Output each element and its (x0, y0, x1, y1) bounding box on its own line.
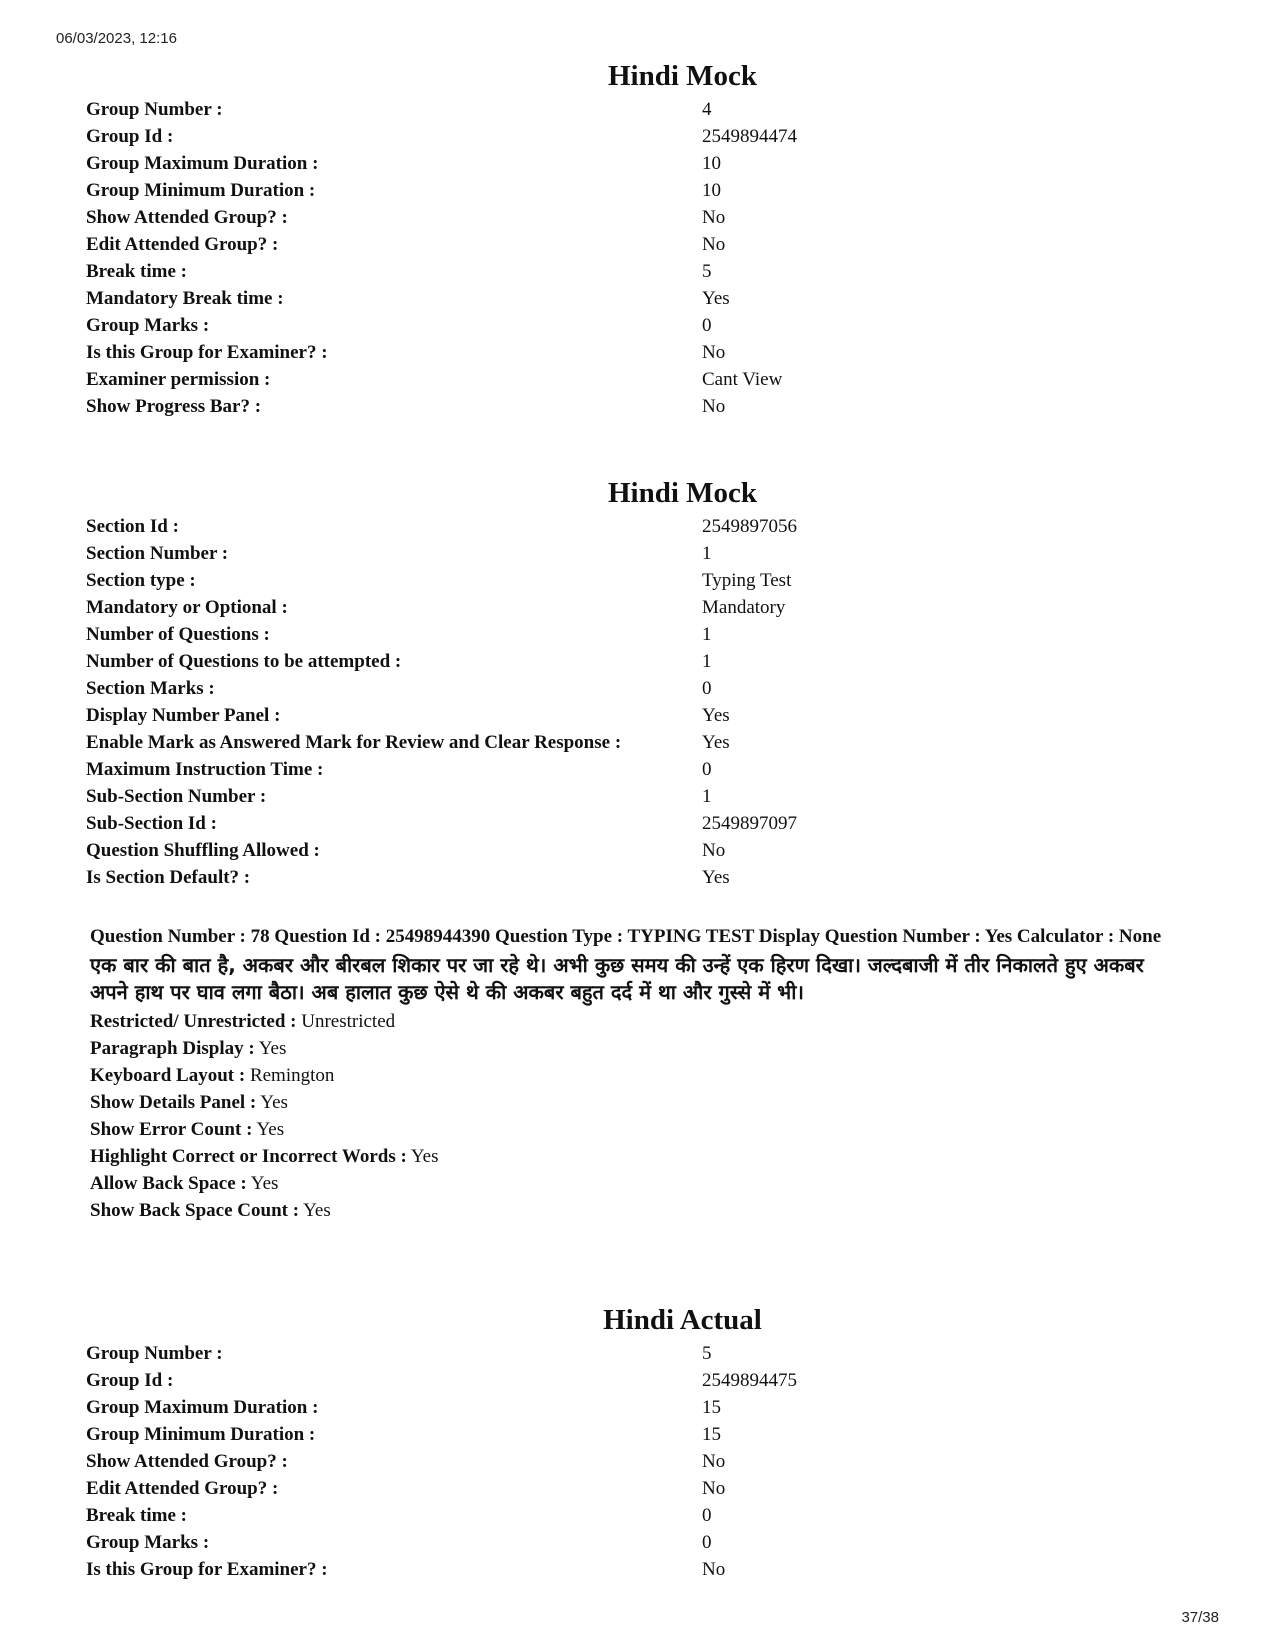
detail-label: Group Marks : (86, 315, 210, 336)
detail-value: Yes (702, 732, 730, 753)
detail-value: 15 (702, 1397, 721, 1418)
property-value: Unrestricted (301, 1011, 396, 1032)
question-property-row (90, 1035, 1180, 1062)
detail-row (0, 1421, 1275, 1448)
detail-label: Is Section Default? : (86, 867, 251, 888)
detail-label: Group Minimum Duration : (86, 1424, 316, 1445)
detail-value: Yes (702, 705, 730, 726)
detail-row (0, 1502, 1275, 1529)
detail-value: 0 (702, 1532, 712, 1553)
detail-value: No (702, 1451, 726, 1472)
detail-value: 1 (702, 651, 712, 672)
detail-label: Section Number : (86, 543, 229, 564)
group-hindi-mock (0, 56, 1275, 420)
detail-row (0, 513, 1275, 540)
question-properties (90, 1008, 1180, 1224)
detail-label: Maximum Instruction Time : (86, 759, 324, 780)
detail-value: 10 (702, 180, 721, 201)
property-value: Yes (410, 1146, 439, 1167)
group-details-list (0, 1340, 1275, 1583)
detail-row (0, 204, 1275, 231)
detail-label: Number of Questions : (86, 624, 270, 645)
detail-row (0, 1475, 1275, 1502)
property-value: Remington (249, 1065, 335, 1086)
detail-value: No (702, 342, 726, 363)
detail-label: Group Number : (86, 1343, 223, 1364)
detail-row (0, 1529, 1275, 1556)
detail-label: Edit Attended Group? : (86, 1478, 279, 1499)
detail-value: 2549894475 (702, 1370, 797, 1391)
detail-value: 10 (702, 153, 721, 174)
detail-value: 1 (702, 786, 712, 807)
property-value: Yes (260, 1092, 288, 1113)
question-property-row (90, 1143, 1180, 1170)
detail-row (0, 810, 1275, 837)
detail-row (0, 1394, 1275, 1421)
detail-label: Group Number : (86, 99, 223, 120)
detail-value: No (702, 1559, 726, 1580)
detail-label: Examiner permission : (86, 369, 271, 390)
detail-label: Edit Attended Group? : (86, 234, 279, 255)
detail-row (0, 150, 1275, 177)
detail-label: Group Maximum Duration : (86, 153, 319, 174)
property-label: Allow Back Space : (90, 1173, 247, 1194)
group-title: Hindi Actual (603, 1304, 762, 1336)
detail-row (0, 567, 1275, 594)
detail-label: Group Minimum Duration : (86, 180, 316, 201)
property-label: Restricted/ Unrestricted : (90, 1011, 297, 1032)
property-label: Paragraph Display : (90, 1038, 255, 1059)
detail-value: 0 (702, 759, 712, 780)
detail-row (0, 675, 1275, 702)
property-label: Show Error Count : (90, 1119, 253, 1140)
detail-row (0, 756, 1275, 783)
detail-value: No (702, 207, 726, 228)
detail-row (0, 393, 1275, 420)
detail-label: Mandatory Break time : (86, 288, 284, 309)
question-header: Question Number : 78 Question Id : 25498944390 Question Type : TYPING TEST Display Question Number : Yes Calculator : None (90, 926, 1162, 947)
section-hindi-mock (0, 473, 1275, 891)
property-value: Yes (250, 1173, 279, 1194)
typing-paragraph: एक बार की बात है, अकबर और बीरबल शिकार पर जा रहे थे। अभी कुछ समय की उन्हें एक हिरण दिखा। जल्दबाजी में तीर निकालते हुए अकबर अपने हाथ पर घाव लगा बैठा। अब हालात कुछ ऐसे थे की अकबर बहुत दर्द में था और गुस्से में भी। (90, 953, 1144, 1004)
detail-row (0, 231, 1275, 258)
group-title: Hindi Mock (607, 60, 758, 92)
detail-row (0, 96, 1275, 123)
detail-label: Group Marks : (86, 1532, 210, 1553)
detail-label: Is this Group for Examiner? : (86, 1559, 328, 1580)
detail-row (0, 366, 1275, 393)
detail-label: Display Number Panel : (86, 705, 281, 726)
detail-value: 15 (702, 1424, 721, 1445)
detail-label: Section Id : (86, 516, 179, 537)
question-property-row (90, 1170, 1180, 1197)
detail-label: Break time : (86, 1505, 187, 1526)
detail-label: Group Id : (86, 126, 174, 147)
group-hindi-actual (0, 1300, 1275, 1583)
detail-label: Section type : (86, 570, 196, 591)
detail-value: 0 (702, 1505, 712, 1526)
property-label: Keyboard Layout : (90, 1065, 246, 1086)
property-label: Highlight Correct or Incorrect Words : (90, 1146, 407, 1167)
detail-value: Yes (702, 288, 730, 309)
detail-row (0, 621, 1275, 648)
detail-value: Cant View (702, 369, 783, 390)
print-timestamp: 06/03/2023, 12:16 (56, 30, 177, 47)
property-label: Show Details Panel : (90, 1092, 257, 1113)
detail-value: No (702, 234, 726, 255)
detail-row (0, 648, 1275, 675)
detail-value: No (702, 840, 726, 861)
question-property-row (90, 1116, 1180, 1143)
group-details-list (0, 96, 1275, 420)
detail-label: Break time : (86, 261, 187, 282)
detail-label: Enable Mark as Answered Mark for Review and Clear Response : (86, 732, 622, 753)
detail-value: Mandatory (702, 597, 786, 618)
detail-value: 2549894474 (702, 126, 797, 147)
detail-label: Section Marks : (86, 678, 215, 699)
property-value: Yes (258, 1038, 287, 1059)
detail-row (0, 258, 1275, 285)
question-block (90, 926, 1180, 1224)
question-property-row (90, 1062, 1180, 1089)
detail-value: 5 (702, 1343, 712, 1364)
detail-row (0, 1340, 1275, 1367)
detail-label: Number of Questions to be attempted : (86, 651, 402, 672)
question-property-row (90, 1197, 1180, 1224)
detail-row (0, 540, 1275, 567)
section-title: Hindi Mock (607, 477, 758, 509)
property-label: Show Back Space Count : (90, 1200, 300, 1221)
detail-value: 5 (702, 261, 712, 282)
detail-value: 4 (702, 99, 712, 120)
detail-row (0, 1556, 1275, 1583)
page-number: 37/38 (1181, 1609, 1219, 1626)
detail-row (0, 837, 1275, 864)
property-value: Yes (303, 1200, 331, 1221)
detail-row (0, 594, 1275, 621)
detail-label: Show Attended Group? : (86, 1451, 288, 1472)
detail-value: 1 (702, 624, 712, 645)
detail-row (0, 177, 1275, 204)
question-property-row (90, 1008, 1180, 1035)
detail-row (0, 285, 1275, 312)
detail-row (0, 1448, 1275, 1475)
detail-label: Sub-Section Id : (86, 813, 217, 834)
detail-row (0, 864, 1275, 891)
detail-row (0, 1367, 1275, 1394)
section-details-list (0, 513, 1275, 891)
question-property-row (90, 1089, 1180, 1116)
detail-value: 0 (702, 315, 712, 336)
detail-label: Group Maximum Duration : (86, 1397, 319, 1418)
detail-value: 1 (702, 543, 712, 564)
detail-label: Sub-Section Number : (86, 786, 267, 807)
detail-row (0, 123, 1275, 150)
detail-value: No (702, 1478, 726, 1499)
detail-value: 2549897097 (702, 813, 797, 834)
detail-label: Show Attended Group? : (86, 207, 288, 228)
detail-value: Yes (702, 867, 730, 888)
detail-row (0, 783, 1275, 810)
detail-label: Question Shuffling Allowed : (86, 840, 320, 861)
detail-row (0, 339, 1275, 366)
detail-row (0, 729, 1275, 756)
detail-row (0, 312, 1275, 339)
detail-value: 0 (702, 678, 712, 699)
property-value: Yes (256, 1119, 285, 1140)
detail-label: Is this Group for Examiner? : (86, 342, 328, 363)
detail-label: Mandatory or Optional : (86, 597, 288, 618)
detail-label: Group Id : (86, 1370, 174, 1391)
detail-row (0, 702, 1275, 729)
detail-value: 2549897056 (702, 516, 797, 537)
detail-value: No (702, 396, 726, 417)
detail-value: Typing Test (702, 570, 792, 591)
detail-label: Show Progress Bar? : (86, 396, 262, 417)
